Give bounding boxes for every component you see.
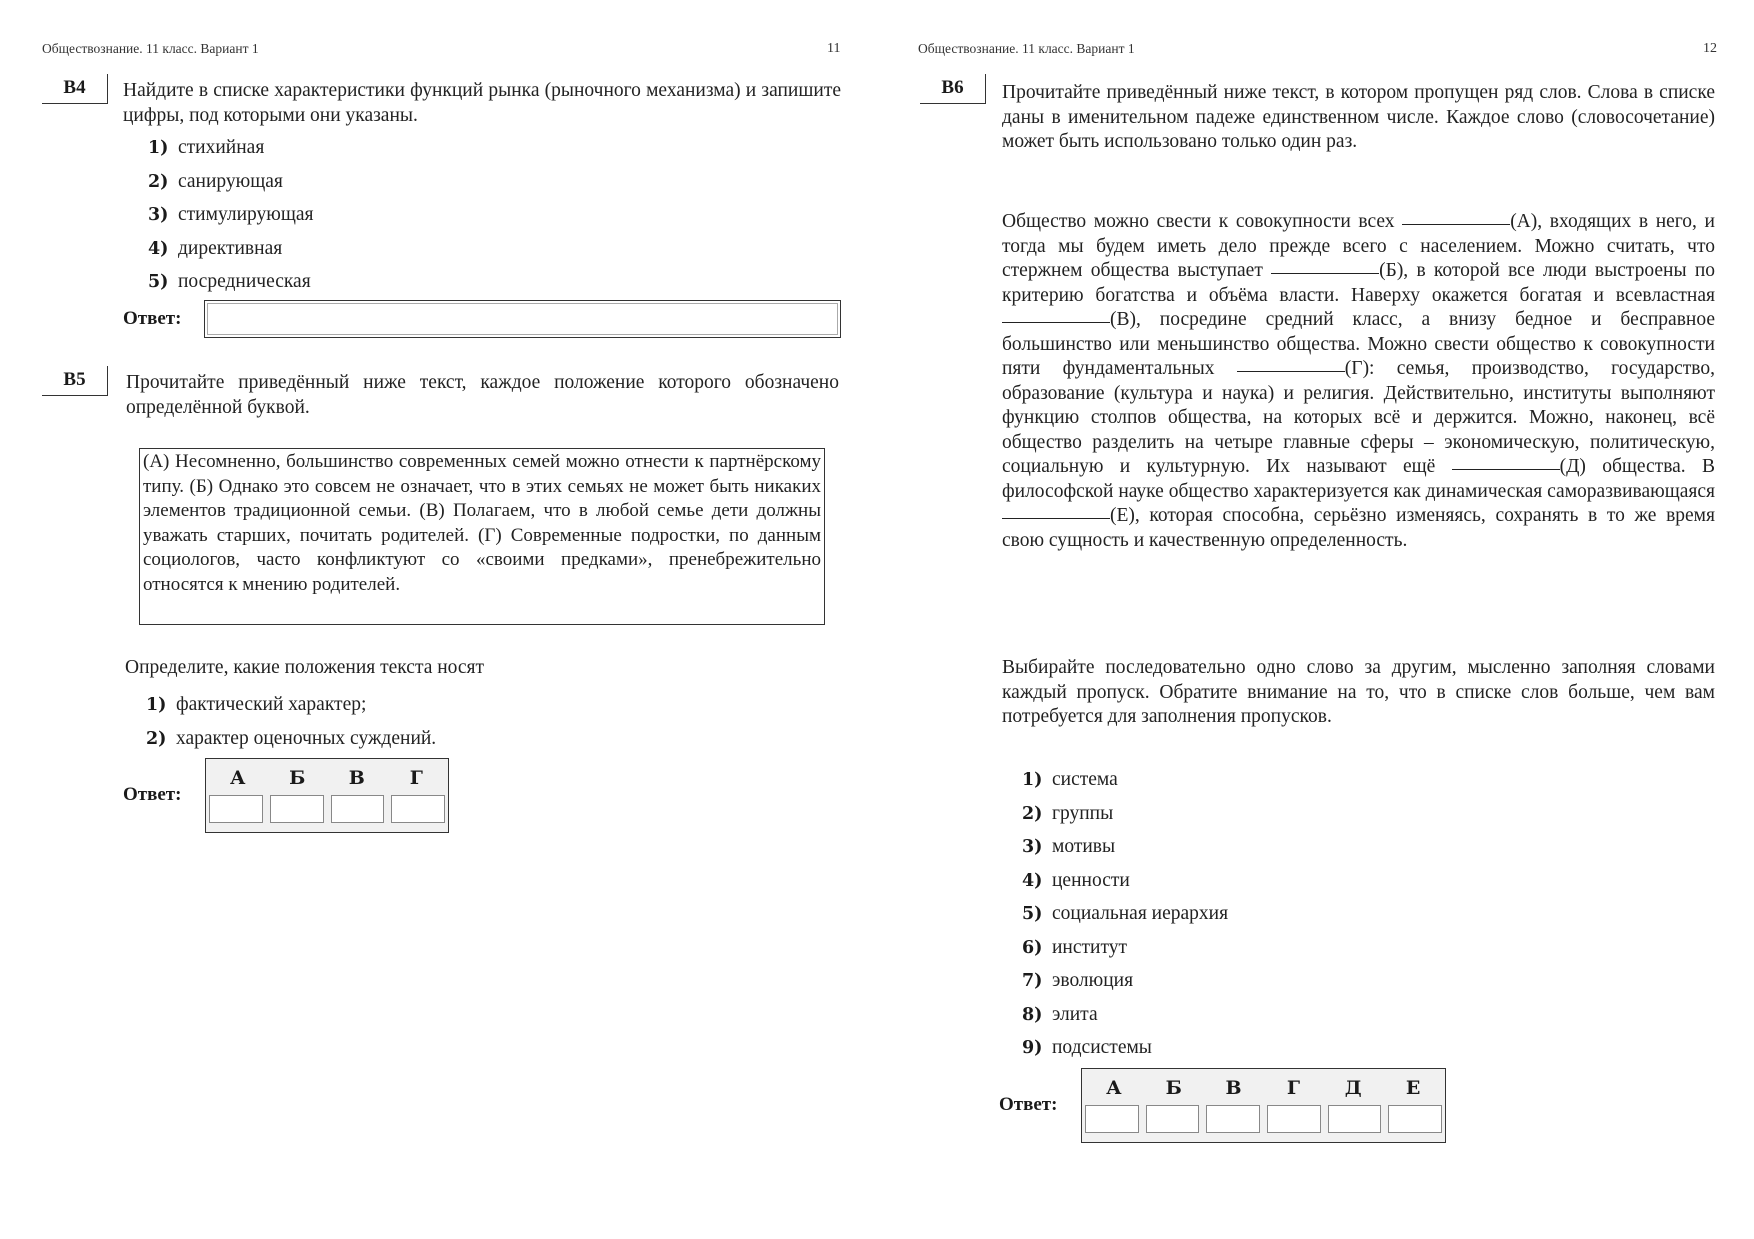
answer-cell-b[interactable] [1146, 1105, 1200, 1133]
task-prompt-b4: Найдите в списке характеристики функций рынка (рыночного механизма) и запишите цифры, под которыми они указаны. [123, 80, 841, 126]
task-label-b4: В4 [42, 74, 108, 104]
blank-g[interactable] [1237, 371, 1345, 372]
task-prompt-b6: Прочитайте приведённый ниже текст, в котором пропущен ряд слов. Слова в списке даны в именительном падеже единственном числе. Каждое слово (словосочетание) может быть использовано только один раз. [1002, 82, 1715, 152]
option-item: 9) подсистемы [1022, 1037, 1152, 1058]
column-header: В [348, 767, 365, 789]
answer-cell-a[interactable] [1085, 1105, 1139, 1133]
option-item: 8) элита [1022, 1003, 1098, 1025]
answer-field-inner [207, 303, 838, 335]
answer-cell-e[interactable] [1388, 1105, 1442, 1133]
blank-b[interactable] [1271, 273, 1379, 274]
answer-grid-cells [208, 795, 446, 823]
column-header: Б [289, 767, 306, 789]
option-item: 5) социальная иерархия [1022, 903, 1229, 924]
blank-e[interactable] [1002, 518, 1110, 519]
answer-grid-b6 [1081, 1068, 1446, 1143]
page-number: 12 [1703, 41, 1717, 56]
answer-cell-v[interactable] [331, 795, 385, 823]
running-head: Обществознание. 11 класс. Вариант 1 [42, 41, 259, 56]
page-number: 11 [827, 41, 841, 56]
option-item: 5) посредническая [148, 271, 311, 292]
task-prompt-b5: Прочитайте приведённый ниже текст, каждое положение которого обозначено определённой буквой. [126, 372, 839, 418]
option-item: 3) мотивы [1022, 836, 1116, 857]
option-item: 4) ценности [1022, 869, 1130, 891]
answer-grid-header [1084, 1071, 1443, 1105]
option-list-b4 [148, 134, 313, 302]
answer-cell-b[interactable] [270, 795, 324, 823]
option-list-b5 [146, 691, 436, 758]
column-header: Г [409, 767, 423, 789]
blank-a[interactable] [1402, 224, 1510, 225]
option-item: 3) стимулирующая [148, 204, 314, 225]
option-item: 1) система [1022, 769, 1118, 790]
answer-label-b4: Ответ: [123, 308, 182, 329]
blank-v[interactable] [1002, 322, 1110, 323]
column-header: А [230, 767, 246, 789]
quote-box-b5: (А) Несомненно, большинство современных семей можно отнести к партнёрскому типу. (Б) Однако это совсем не означает, что в этих семьях не может быть никаких элементов традиционной семьи. (В) Полагаем, что в любой семье дети должны уважать старших, почитать родителей. (Г) Современные подростки, по данным социологов, часто конфликтуют со «своими предками», пренебрежительно относятся к мнению родителей. [139, 448, 825, 625]
answer-cell-g[interactable] [1267, 1105, 1321, 1133]
option-item: 4) директивная [148, 237, 283, 259]
answer-cell-g[interactable] [391, 795, 445, 823]
answer-grid-header [208, 761, 446, 795]
answer-field-b4[interactable] [204, 300, 841, 338]
answer-cell-a[interactable] [209, 795, 263, 823]
column-header: А [1106, 1077, 1122, 1099]
answer-label-b6: Ответ: [999, 1094, 1058, 1115]
answer-label-b5: Ответ: [123, 784, 182, 805]
option-list-b6 [1022, 766, 1228, 1068]
task-label-b6: В6 [920, 74, 986, 104]
answer-grid-cells [1084, 1105, 1443, 1133]
column-header: Б [1165, 1077, 1182, 1099]
option-item: 1) стихийная [148, 137, 265, 158]
page-12 [877, 0, 1754, 1239]
option-item: 1) фактический характер; [146, 694, 367, 715]
column-header: В [1225, 1077, 1242, 1099]
option-item: 2) группы [1022, 802, 1114, 824]
answer-cell-v[interactable] [1206, 1105, 1260, 1133]
option-item: 6) институт [1022, 936, 1128, 958]
blank-d[interactable] [1452, 469, 1560, 470]
answer-grid-b5 [205, 758, 449, 833]
column-header: Е [1405, 1077, 1421, 1099]
option-item: 2) характер оценочных суждений. [146, 727, 437, 749]
column-header: Г [1286, 1077, 1300, 1099]
answer-cell-d[interactable] [1328, 1105, 1382, 1133]
instruction-b6: Выбирайте последовательно одно слово за другим, мысленно заполняя словами каждый пропуск. Обратите внимание на то, что в списке слов больше, чем вам потребуется для заполнения пропусков. [1002, 657, 1715, 727]
task-label-b5: В5 [42, 366, 108, 396]
passage-b6: Общество можно свести к совокупности всех (А), входящих в него, и тогда мы будем иметь дело прежде всего с населением. Можно считать, что стержнем общества выступает (Б), в которой все люди выстроены по критерию богатства и объёма власти. Наверху окажется богатая и всевластная (В), посредине средний класс, а внизу бедное и бесправное большинство или меньшинство общества. Можно свести общество к совокупности пяти фундаментальных (Г): семья, производство, государство, образование (культура и наука) и религия. Действительно, институты выполняют функцию столпов общества, на которых всё и держится. Можно, наконец, всё общество разделить на четыре главные сферы – экономическую, политическую, социальную и культурную. Их называют ещё (Д) общества. В философской науке общество характеризуется как динамическая саморазвивающаяся (Е), которая способна, серьёзно изменяясь, сохранять в то же время свою сущность и качественную определенность. [1002, 211, 1716, 551]
question-b5: Определите, какие положения текста носят [125, 657, 485, 678]
option-item: 2) санирующая [148, 170, 283, 192]
column-header: Д [1344, 1077, 1362, 1099]
running-head: Обществознание. 11 класс. Вариант 1 [918, 41, 1135, 56]
option-item: 7) эволюция [1022, 970, 1134, 991]
